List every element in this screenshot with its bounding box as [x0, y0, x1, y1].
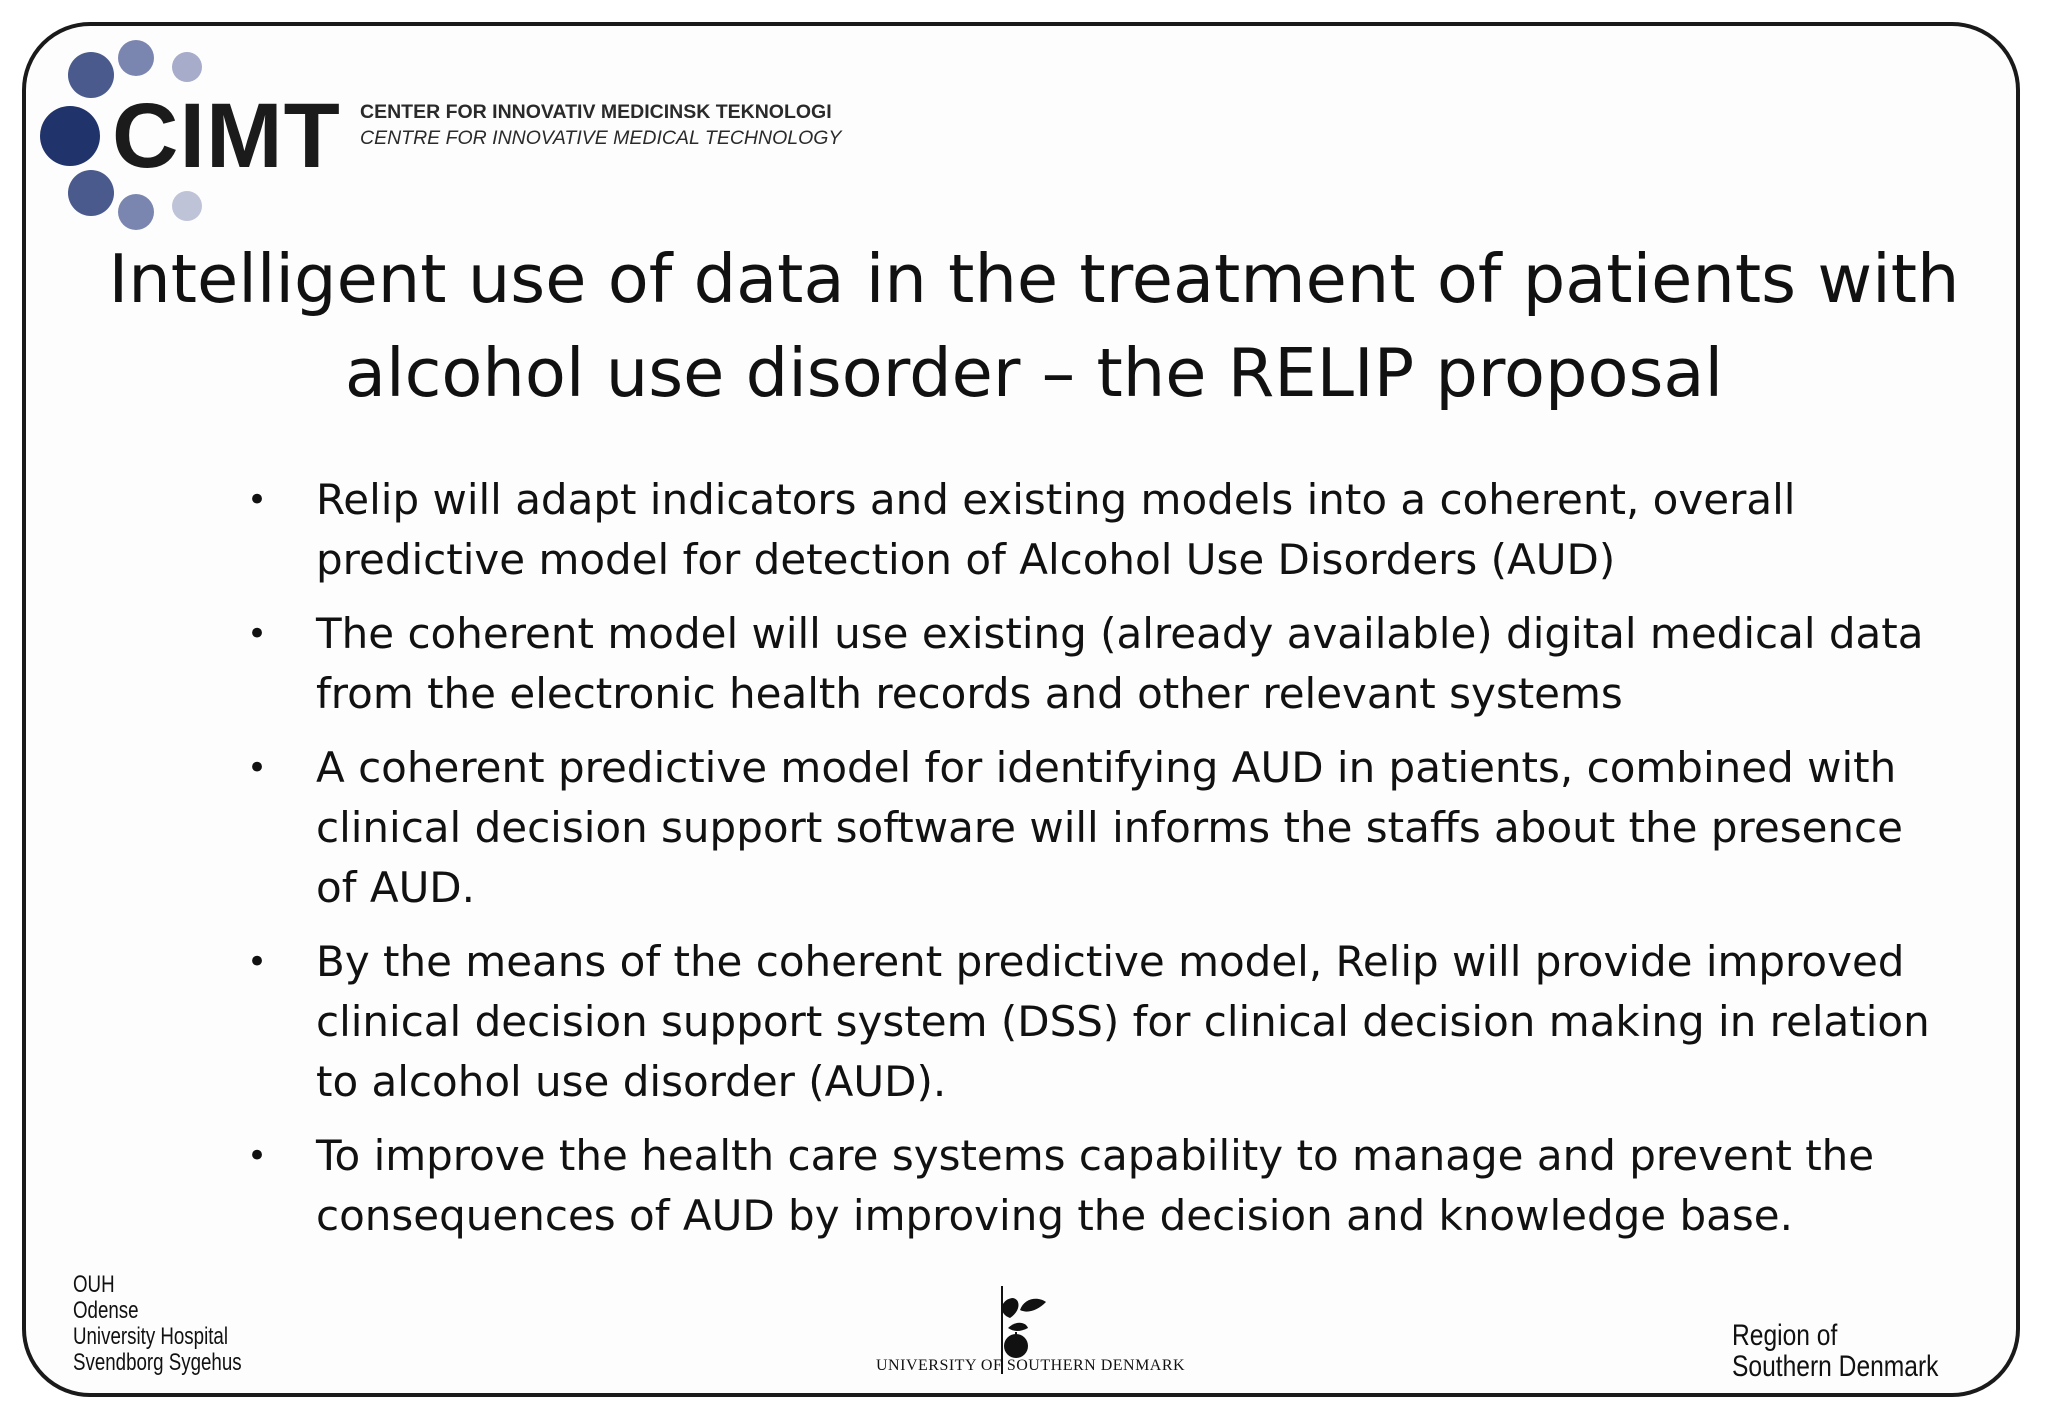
- ouh-logo-line: OUH: [73, 1271, 115, 1298]
- logo-dot-icon: [118, 40, 154, 76]
- cimt-subtitle-danish: CENTER FOR INNOVATIV MEDICINSK TEKNOLOGI: [360, 101, 832, 123]
- bullet-marker-icon: •: [247, 942, 268, 982]
- bullet-text-line: To improve the health care systems capability to manage and prevent the: [316, 1131, 1875, 1180]
- logo-dot-icon: [172, 52, 202, 82]
- bullet-item: [243, 932, 1930, 1112]
- bullet-text-line: By the means of the coherent predictive model, Relip will provide improved: [316, 937, 1905, 986]
- ouh-logo-line: Odense: [73, 1297, 139, 1324]
- slide-title: [90, 232, 1978, 420]
- bullet-item: [243, 604, 1924, 724]
- slide-title-line: Intelligent use of data in the treatment of patients with: [108, 240, 1960, 318]
- bullet-item: [243, 1126, 1893, 1246]
- bullet-list: [243, 470, 1930, 1260]
- bullet-text-line: Relip will adapt indicators and existing models into a coherent, overall: [316, 475, 1796, 524]
- bullet-text-line: clinical decision support software will informs the staffs about the presence: [316, 803, 1903, 852]
- logo-dot-icon: [118, 194, 154, 230]
- region-logo-line: Southern Denmark: [1732, 1350, 1939, 1383]
- cimt-wordmark: CIMT: [112, 85, 341, 187]
- bullet-item: [243, 738, 1903, 918]
- bullet-marker-icon: •: [247, 480, 268, 520]
- ouh-logo-line: University Hospital: [73, 1323, 229, 1350]
- bullet-text-line: A coherent predictive model for identifying AUD in patients, combined with: [316, 743, 1897, 792]
- ouh-logo: [73, 1272, 242, 1376]
- bullet-text-line: consequences of AUD by improving the decision and knowledge base.: [316, 1191, 1793, 1240]
- slide-title-line: alcohol use disorder – the RELIP proposal: [344, 334, 1724, 412]
- ouh-logo-line: Svendborg Sygehus: [73, 1349, 242, 1376]
- bullet-text-line: to alcohol use disorder (AUD).: [316, 1057, 947, 1106]
- sdu-name: UNIVERSITY OF SOUTHERN DENMARK: [876, 1357, 1186, 1374]
- region-logo-line: Region of: [1732, 1319, 1838, 1352]
- logo-dot-icon: [68, 52, 114, 98]
- bullet-marker-icon: •: [247, 614, 268, 654]
- bullet-text-line: clinical decision support system (DSS) for clinical decision making in relation: [316, 997, 1930, 1046]
- bullet-marker-icon: •: [247, 1136, 268, 1176]
- logo-dot-large-icon: [40, 106, 100, 166]
- region-logo: [1732, 1320, 1938, 1382]
- bullet-text-line: from the electronic health records and other relevant systems: [316, 669, 1623, 718]
- bullet-text-line: predictive model for detection of Alcohol Use Disorders (AUD): [316, 535, 1616, 584]
- bullet-text-line: of AUD.: [316, 863, 475, 912]
- bullet-text-line: The coherent model will use existing (already available) digital medical data: [316, 609, 1924, 658]
- logo-dot-icon: [68, 170, 114, 216]
- cimt-subtitle-english: CENTRE FOR INNOVATIVE MEDICAL TECHNOLOGY: [360, 127, 842, 149]
- logo-dot-icon: [172, 191, 202, 221]
- bullet-marker-icon: •: [247, 748, 268, 788]
- bullet-item: [243, 470, 1893, 590]
